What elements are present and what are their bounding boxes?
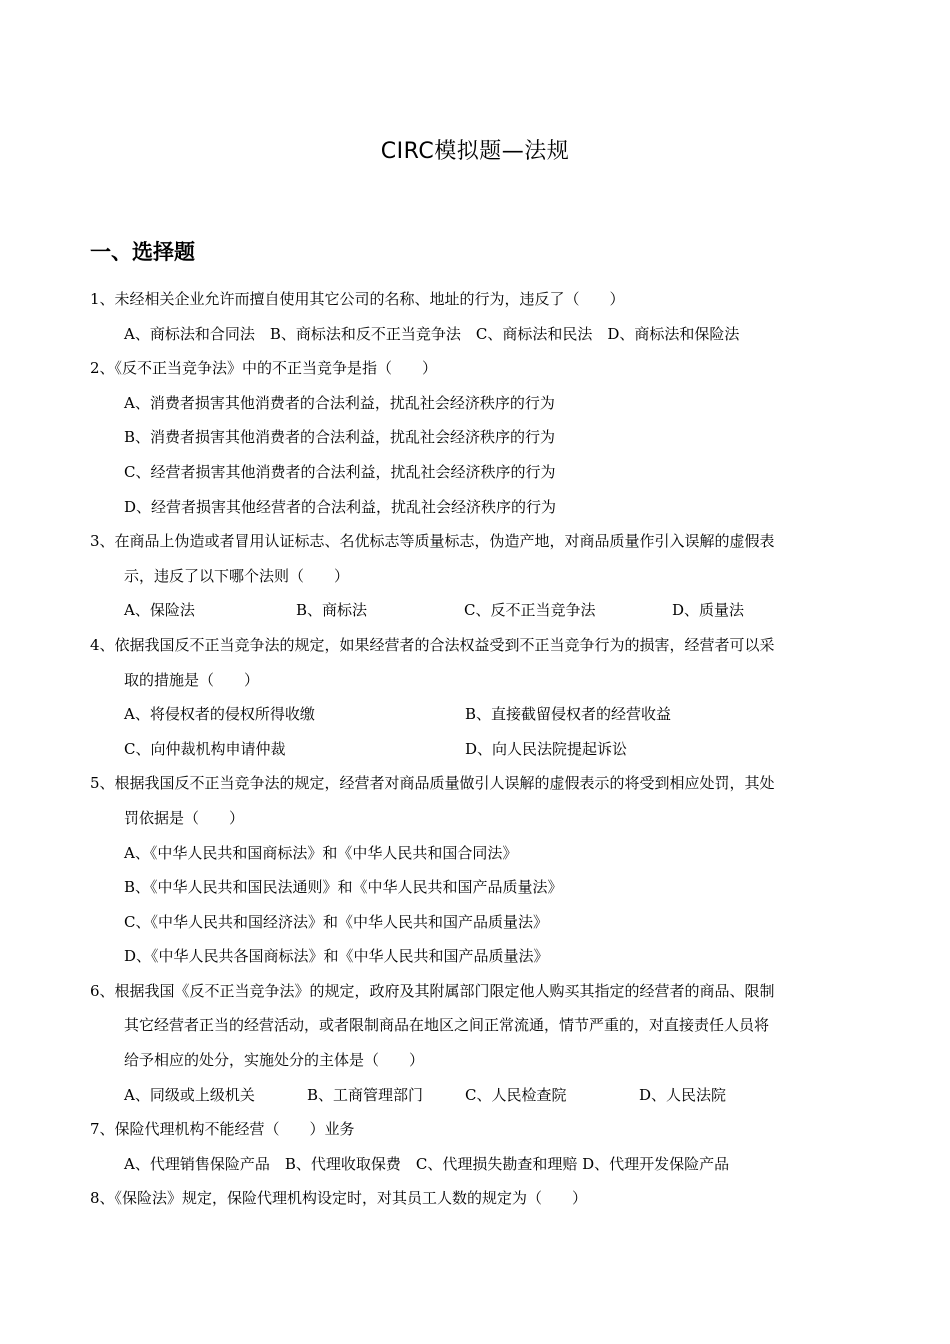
section-heading: 一、选择题 [90,240,195,264]
question-6-option-b: B、工商管理部门 [307,1085,424,1104]
question-2-option-c: C、经营者损害其他消费者的合法利益，扰乱社会经济秩序的行为 [124,462,556,481]
question-6-stem: 6、根据我国《反不正当竞争法》的规定，政府及其附属部门限定他人购买其指定的经营者的商品、限制 [90,981,775,1000]
question-4-option-a: A、将侵权者的侵权所得收缴 [124,705,315,724]
question-5-option-a: A、《中华人民共和国商标法》和《中华人民共和国合同法》 [124,843,518,862]
question-7-options: A、代理销售保险产品 B、代理收取保费 C、代理损失勘查和理赔 D、代理开发保险产品 [124,1154,730,1173]
question-4-option-c: C、向仲裁机构申请仲裁 [124,739,286,758]
question-3-stem: 3、在商品上伪造或者冒用认证标志、名优标志等质量标志，伪造产地，对商品质量作引入误解的虚假表 [90,532,775,551]
question-6-option-a: A、同级或上级机关 [124,1085,255,1104]
question-5-stem-continued: 罚依据是（ ） [124,808,245,827]
question-4-stem: 4、依据我国反不正当竞争法的规定，如果经营者的合法权益受到不正当竞争行为的损害，经营者可以采 [90,635,775,654]
question-5-option-b: B、《中华人民共和国民法通则》和《中华人民共和国产品质量法》 [124,878,563,897]
question-1-options: A、商标法和合同法 B、商标法和反不正当竞争法 C、商标法和民法 D、商标法和保险法 [124,324,740,343]
question-6-option-c: C、人民检查院 [465,1085,567,1104]
question-3-option-a: A、保险法 [124,601,195,620]
question-6-stem-continued-1: 其它经营者正当的经营活动，或者限制商品在地区之间正常流通，情节严重的，对直接责任人员将 [124,1016,770,1035]
question-5-option-d: D、《中华人民共各国商标法》和《中华人民共和国产品质量法》 [124,947,549,966]
question-6-options [90,1078,870,1113]
question-7-stem: 7、保险代理机构不能经营（ ）业务 [90,1120,355,1139]
question-6-stem-continued-2: 给予相应的处分，实施处分的主体是（ ） [124,1051,425,1070]
question-4-options-row-1 [90,697,870,732]
question-2-option-d: D、经营者损害其他经营者的合法利益，扰乱社会经济秩序的行为 [124,497,557,516]
page-title: CIRC模拟题—法规 [380,139,570,164]
question-4-option-b: B、直接截留侵权者的经营收益 [465,705,672,724]
question-4-stem-continued: 取的措施是（ ） [124,670,260,689]
question-4-options-row-2 [90,732,870,767]
question-6-option-d: D、人民法院 [639,1085,727,1104]
question-5-option-c: C、《中华人民共和国经济法》和《中华人民共和国产品质量法》 [124,912,548,931]
question-3-option-c: C、反不正当竞争法 [464,601,596,620]
question-2-stem: 2、《反不正当竞争法》中的不正当竞争是指（ ） [90,359,438,378]
question-4-option-d: D、向人民法院提起诉讼 [465,739,628,758]
question-list [90,282,870,1216]
question-2-option-b: B、消费者损害其他消费者的合法利益，扰乱社会经济秩序的行为 [124,428,556,447]
question-8-stem: 8、《保险法》规定，保险代理机构设定时，对其员工人数的规定为（ ） [90,1189,588,1208]
question-1-stem: 1、未经相关企业允许而擅自使用其它公司的名称、地址的行为，违反了（ ） [90,290,625,308]
question-3-options [90,593,870,628]
question-3-option-b: B、商标法 [296,601,368,620]
question-3-option-d: D、质量法 [672,601,745,620]
question-3-stem-continued: 示，违反了以下哪个法则（ ） [124,566,350,585]
question-5-stem: 5、根据我国反不正当竞争法的规定，经营者对商品质量做引人误解的虚假表示的将受到相应处罚，其处 [90,774,775,793]
question-2-option-a: A、消费者损害其他消费者的合法利益，扰乱社会经济秩序的行为 [124,393,555,412]
